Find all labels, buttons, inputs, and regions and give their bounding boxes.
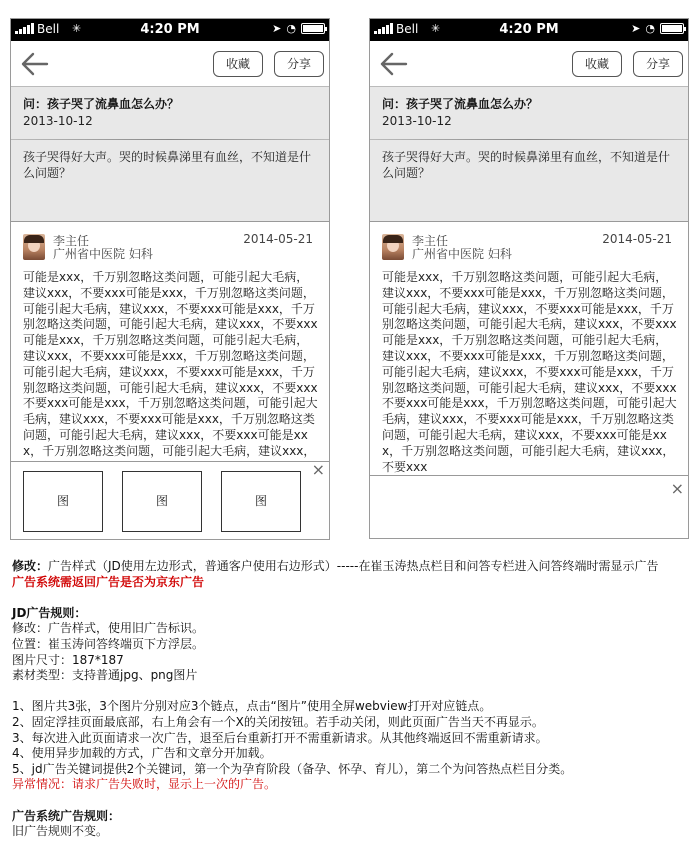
jd-rules-title: JD广告规则： bbox=[12, 605, 87, 620]
doctor-organization: 广州省中医院 妇科 bbox=[53, 247, 153, 261]
favorite-button[interactable]: 收藏 bbox=[213, 51, 263, 77]
alarm-icon: ◔ bbox=[286, 22, 296, 35]
question-panel bbox=[11, 87, 329, 222]
location-icon: ➤ bbox=[631, 22, 641, 35]
numbered-rule: 5、jd广告关键词提供2个关键词，第一个为孕育阶段（备孕、怀孕、育儿），第二个为问答热点栏目分类。 bbox=[12, 761, 573, 776]
jd-rule: 图片尺寸：187*187 bbox=[12, 652, 124, 667]
phone-mockup-jd bbox=[10, 18, 330, 540]
battery-icon bbox=[301, 23, 325, 34]
red-heading: 广告系统需返回广告是否为京东广告 bbox=[12, 574, 205, 589]
wifi-icon: ✳ bbox=[72, 22, 82, 35]
nav-bar bbox=[11, 41, 329, 87]
question-title: 问：孩子哭了流鼻血怎么办？ bbox=[23, 97, 180, 111]
battery-fill bbox=[303, 25, 323, 32]
numbered-rule: 2、固定浮挂页面最底部，右上角会有一个X的关闭按钮。若手动关闭，则此页面广告当天不再显示。 bbox=[12, 714, 544, 729]
numbered-rule: 3、每次进入此页面请求一次广告，退至后台重新打开不需重新请求。从其他终端返回不需重新请求。 bbox=[12, 730, 548, 745]
carrier-label: Bell bbox=[396, 22, 419, 36]
back-arrow-icon[interactable] bbox=[378, 51, 408, 77]
jd-rule: 位置：崔玉涛问答终端页下方浮层。 bbox=[12, 636, 205, 651]
status-time: 4:20 PM bbox=[140, 22, 200, 37]
answer-date: 2014-05-21 bbox=[243, 232, 313, 246]
answer-date: 2014-05-21 bbox=[602, 232, 672, 246]
answer-panel bbox=[370, 222, 688, 478]
doctor-name: 李主任 bbox=[53, 234, 90, 248]
exception-note: 异常情况：请求广告失败时，显示上一次的广告。 bbox=[12, 777, 277, 792]
battery-icon bbox=[660, 23, 684, 34]
ad-image-3[interactable]: 图 bbox=[221, 471, 301, 532]
ad-bar bbox=[11, 461, 329, 539]
avatar bbox=[382, 234, 404, 260]
question-date: 2013-10-12 bbox=[23, 114, 93, 128]
question-description: 孩子哭得好大声。哭的时候鼻涕里有血丝，不知道是什么问题？ bbox=[382, 150, 671, 180]
numbered-rule: 1、图片共3张，3个图片分别对应3个链点，点击“图片”使用全屏webview打开对应链点。 bbox=[12, 699, 492, 714]
answer-body: 可能是xxx，千万别忽略这类问题，可能引起大毛病，建议xxx，不要xxx可能是xxx，千万别忽略这类问题，可能引起大毛病，建议xxx，不要xxx可能是xxx，千万别忽略这类问题，可能引起大毛病，建议xxx，不要xxx可能是xxx，千万别忽略这类问题，可能引起大毛病，建议xxx，不要xxx可能是xxx，千万别忽略这类问题，可能引起大毛病，建议xxx，不要xxx可能是xxx，千万别忽略这类问题，可能引起大毛病，建议xxx，不要xxx不要xxx可能是xxx，千万别忽略这类问题，可能引起大毛病，建议xxx，不要xxx可能是xxx，千万别忽略这类问题，可能引起大毛病，建议xxx，不要xxx可能是xxx，千万别忽略这类问题，可能引起大毛病，建议xxx，不要xxx bbox=[382, 270, 677, 474]
modify-label: 修改： bbox=[12, 559, 49, 573]
jd-rule: 素材类型：支持普通jpg、png图片 bbox=[12, 668, 198, 683]
status-bar bbox=[370, 19, 688, 41]
ad-image-1[interactable]: 图 bbox=[23, 471, 103, 532]
system-rules-text: 旧广告规则不变。 bbox=[12, 824, 109, 839]
share-button[interactable]: 分享 bbox=[274, 51, 324, 77]
system-rules-title: 广告系统广告规则： bbox=[12, 808, 121, 823]
avatar bbox=[23, 234, 45, 260]
question-date: 2013-10-12 bbox=[382, 114, 452, 128]
doctor-header bbox=[23, 222, 319, 270]
numbered-rule: 4、使用异步加载的方式，广告和文章分开加载。 bbox=[12, 746, 272, 761]
doctor-name: 李主任 bbox=[412, 234, 449, 248]
carrier-label: Bell bbox=[37, 22, 60, 36]
ad-image-2[interactable]: 图 bbox=[122, 471, 202, 532]
question-description: 孩子哭得好大声。哭的时候鼻涕里有血丝，不知道是什么问题？ bbox=[23, 150, 312, 180]
status-time: 4:20 PM bbox=[499, 22, 559, 37]
question-panel bbox=[370, 87, 688, 222]
close-icon[interactable]: × bbox=[670, 479, 684, 498]
answer-body: 可能是xxx，千万别忽略这类问题，可能引起大毛病，建议xxx，不要xxx可能是xxx，千万别忽略这类问题，可能引起大毛病，建议xxx，不要xxx可能是xxx，千万别忽略这类问题，可能引起大毛病，建议xxx，不要xxx可能是xxx，千万别忽略这类问题，可能引起大毛病，建议xxx，不要xxx可能是xxx，千万别忽略这类问题，可能引起大毛病，建议xxx，不要xxx可能是xxx，千万别忽略这类问题，可能引起大毛病，建议xxx，不要xxx不要xxx可能是xxx，千万别忽略这类问题，可能引起大毛病，建议xxx，不要xxx可能是xxx，千万别忽略这类问题，可能引起大毛病，建议xxx，不要xxx可能是xxx，千万别忽略这类问题，可能引起大毛病，建议xxx， bbox=[23, 270, 318, 458]
back-arrow-icon[interactable] bbox=[19, 51, 49, 77]
phone-mockup-normal bbox=[369, 18, 689, 539]
answer-panel bbox=[11, 222, 329, 479]
share-button[interactable]: 分享 bbox=[633, 51, 683, 77]
modify-line bbox=[12, 559, 688, 575]
nav-bar bbox=[370, 41, 688, 87]
doctor-header bbox=[382, 222, 678, 270]
doctor-organization: 广州省中医院 妇科 bbox=[412, 247, 512, 261]
status-bar bbox=[11, 19, 329, 41]
divider bbox=[11, 139, 329, 140]
modify-text: 广告样式（JD使用左边形式，普通客户使用右边形式）-----在崔玉涛热点栏目和问答专栏进入问答终端时需显示广告 bbox=[48, 559, 659, 573]
wifi-icon: ✳ bbox=[431, 22, 441, 35]
divider bbox=[370, 139, 688, 140]
jd-rule: 修改：广告样式，使用旧广告标识。 bbox=[12, 621, 205, 636]
close-icon[interactable]: × bbox=[311, 460, 325, 479]
favorite-button[interactable]: 收藏 bbox=[572, 51, 622, 77]
ad-bar bbox=[370, 475, 688, 538]
spec-notes bbox=[12, 559, 688, 840]
location-icon: ➤ bbox=[272, 22, 282, 35]
battery-fill bbox=[662, 25, 682, 32]
question-title: 问：孩子哭了流鼻血怎么办？ bbox=[382, 97, 539, 111]
alarm-icon: ◔ bbox=[645, 22, 655, 35]
